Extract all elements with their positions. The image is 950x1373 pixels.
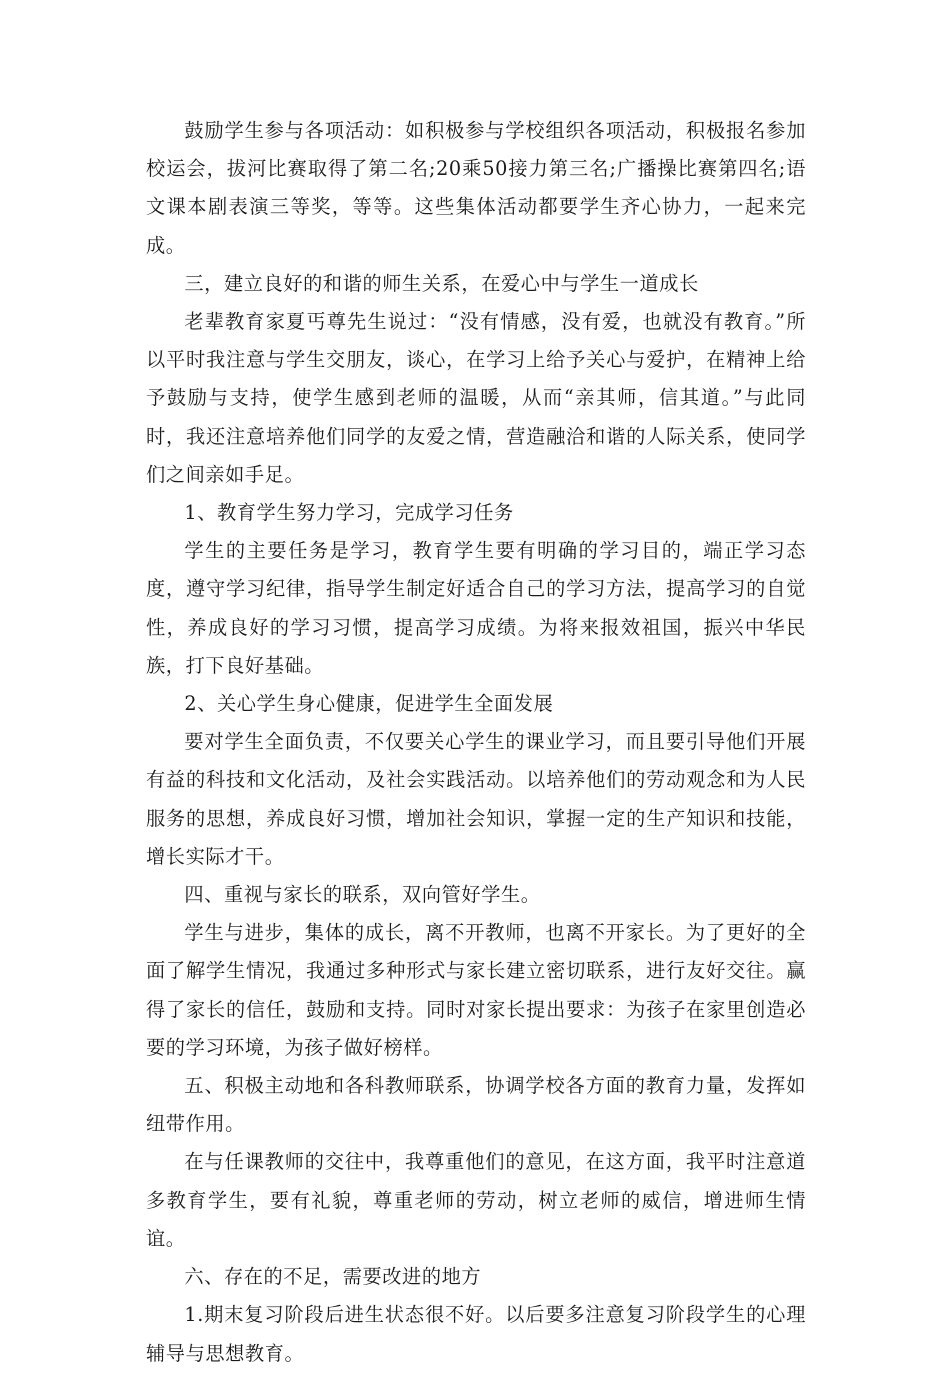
paragraph-study: 学生的主要任务是学习，教育学生要有明确的学习目的，端正学习态度，遵守学习纪律，指导学生制定好适合自己的学习方法，提高学习的自觉性，养成良好的学习习惯，提高学习成绩。为将来报效祖国，振兴中华民族，打下良好基础。: [146, 539, 806, 677]
paragraph-parents: 学生与进步，集体的成长，离不开教师，也离不开家长。为了更好的全面了解学生情况，我通过多种形式与家长建立密切联系，进行友好交往。赢得了家长的信任，鼓励和支持。同时对家长提出要求：为孩子在家里创造必要的学习环境，为孩子做好榜样。: [146, 921, 806, 1059]
paragraph-development: 要对学生全面负责，不仅要关心学生的课业学习，而且要引导他们开展有益的科技和文化活动，及社会实践活动。以培养他们的劳动观念和为人民服务的思想，养成良好习惯，增加社会知识，掌握一定的生产知识和技能，增长实际才干。: [146, 730, 806, 868]
paragraph-teacher-student: 老辈教育家夏丐尊先生说过：“没有情感，没有爱，也就没有教育。”所以平时我注意与学生交朋友，谈心，在学习上给予关心与爱护，在精神上给予鼓励与支持，使学生感到老师的温暖，从而“亲其师，信其道。”与此同时，我还注意培养他们同学的友爱之情，营造融洽和谐的人际关系，使同学们之间亲如手足。: [146, 310, 806, 486]
document-body: [146, 112, 806, 1373]
paragraph-activities: 鼓励学生参与各项活动：如积极参与学校组织各项活动，积极报名参加校运会，拔河比赛取得了第二名;20乘50接力第三名;广播操比赛第四名;语文课本剧表演三等奖，等等。这些集体活动都要学生齐心协力，一起来完成。: [146, 119, 806, 257]
paragraph-shortcomings: 1.期末复习阶段后进生状态很不好。以后要多注意复习阶段学生的心理辅导与思想教育。: [146, 1303, 806, 1365]
paragraph-teachers: 在与任课教师的交往中，我尊重他们的意见，在这方面，我平时注意道多教育学生，要有礼貌，尊重老师的劳动，树立老师的威信，增进师生情谊。: [146, 1150, 806, 1250]
heading-section-6: 六、存在的不足，需要改进的地方: [184, 1265, 482, 1289]
heading-item-1: 1、教育学生努力学习，完成学习任务: [184, 501, 514, 525]
heading-section-3: 三，建立良好的和谐的师生关系，在爱心中与学生一道成长: [184, 271, 699, 295]
heading-section-5: 五、积极主动地和各科教师联系，协调学校各方面的教育力量，发挥如纽带作用。: [146, 1074, 806, 1136]
heading-item-2: 2、关心学生身心健康，促进学生全面发展: [184, 692, 554, 716]
heading-section-4: 四、重视与家长的联系，双向管好学生。: [184, 883, 541, 907]
